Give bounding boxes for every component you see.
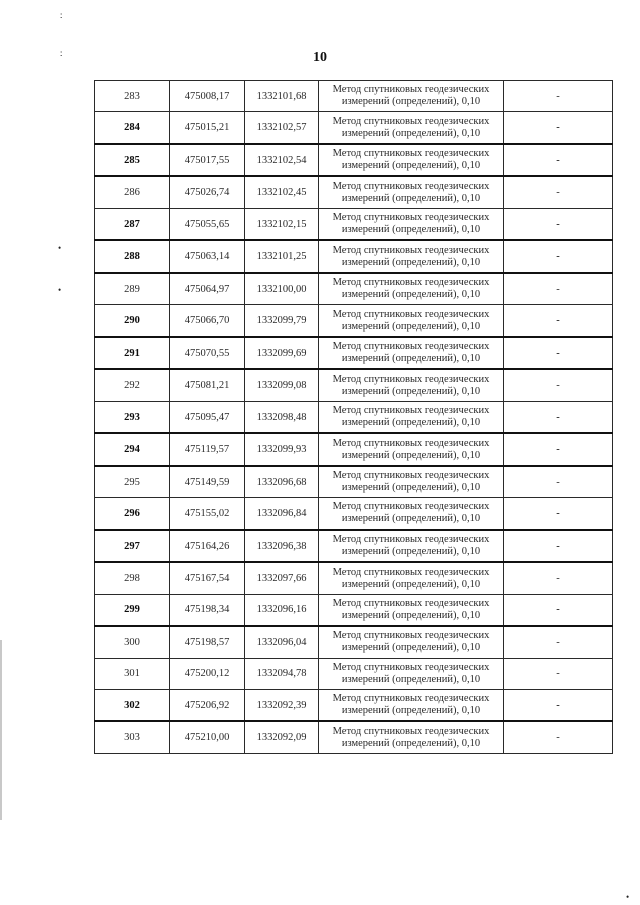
x-coordinate-cell: 475081,21 <box>170 369 245 401</box>
point-number-cell: 290 <box>95 305 170 337</box>
point-number-cell: 288 <box>95 240 170 273</box>
table-row <box>95 81 613 112</box>
note-cell: - <box>504 240 613 273</box>
x-coordinate-cell: 475026,74 <box>170 176 245 208</box>
scan-speck: • <box>626 892 630 902</box>
point-number-cell: 295 <box>95 466 170 498</box>
note-cell: - <box>504 369 613 401</box>
table-row <box>95 562 613 594</box>
point-number-cell: 299 <box>95 594 170 626</box>
note-cell: - <box>504 176 613 208</box>
method-cell: Метод спутниковых геодезических измерений (определений), 0,10 <box>319 144 504 177</box>
point-number-cell: 296 <box>95 498 170 530</box>
y-coordinate-cell: 1332096,68 <box>245 466 319 498</box>
table-row <box>95 626 613 658</box>
method-cell: Метод спутниковых геодезических измерений (определений), 0,10 <box>319 530 504 563</box>
note-cell: - <box>504 208 613 240</box>
y-coordinate-cell: 1332092,39 <box>245 689 319 721</box>
y-coordinate-cell: 1332102,15 <box>245 208 319 240</box>
note-cell: - <box>504 658 613 689</box>
table-row <box>95 369 613 401</box>
method-cell: Метод спутниковых геодезических измерений (определений), 0,10 <box>319 240 504 273</box>
point-number-cell: 287 <box>95 208 170 240</box>
table-row <box>95 594 613 626</box>
table-row <box>95 530 613 563</box>
y-coordinate-cell: 1332099,69 <box>245 337 319 370</box>
point-number-cell: 300 <box>95 626 170 658</box>
y-coordinate-cell: 1332096,38 <box>245 530 319 563</box>
point-number-cell: 286 <box>95 176 170 208</box>
scan-speck: • <box>58 285 62 295</box>
x-coordinate-cell: 475119,57 <box>170 433 245 466</box>
note-cell: - <box>504 562 613 594</box>
point-number-cell: 292 <box>95 369 170 401</box>
y-coordinate-cell: 1332102,54 <box>245 144 319 177</box>
x-coordinate-cell: 475017,55 <box>170 144 245 177</box>
y-coordinate-cell: 1332096,16 <box>245 594 319 626</box>
x-coordinate-cell: 475164,26 <box>170 530 245 563</box>
method-cell: Метод спутниковых геодезических измерений (определений), 0,10 <box>319 112 504 144</box>
x-coordinate-cell: 475149,59 <box>170 466 245 498</box>
y-coordinate-cell: 1332099,79 <box>245 305 319 337</box>
method-cell: Метод спутниковых геодезических измерений (определений), 0,10 <box>319 721 504 753</box>
table-row <box>95 337 613 370</box>
table-row <box>95 208 613 240</box>
table-row <box>95 273 613 305</box>
note-cell: - <box>504 401 613 433</box>
x-coordinate-cell: 475066,70 <box>170 305 245 337</box>
x-coordinate-cell: 475070,55 <box>170 337 245 370</box>
y-coordinate-cell: 1332096,04 <box>245 626 319 658</box>
method-cell: Метод спутниковых геодезических измерений (определений), 0,10 <box>319 433 504 466</box>
point-number-cell: 291 <box>95 337 170 370</box>
y-coordinate-cell: 1332102,45 <box>245 176 319 208</box>
point-number-cell: 297 <box>95 530 170 563</box>
scan-speck: ∶ <box>60 49 63 59</box>
y-coordinate-cell: 1332100,00 <box>245 273 319 305</box>
scan-speck: • <box>58 243 62 253</box>
table-row <box>95 305 613 337</box>
point-number-cell: 302 <box>95 689 170 721</box>
method-cell: Метод спутниковых геодезических измерений (определений), 0,10 <box>319 689 504 721</box>
method-cell: Метод спутниковых геодезических измерений (определений), 0,10 <box>319 273 504 305</box>
x-coordinate-cell: 475210,00 <box>170 721 245 753</box>
note-cell: - <box>504 530 613 563</box>
point-number-cell: 303 <box>95 721 170 753</box>
table-row <box>95 401 613 433</box>
point-number-cell: 289 <box>95 273 170 305</box>
point-number-cell: 298 <box>95 562 170 594</box>
method-cell: Метод спутниковых геодезических измерений (определений), 0,10 <box>319 81 504 112</box>
x-coordinate-cell: 475198,34 <box>170 594 245 626</box>
y-coordinate-cell: 1332102,57 <box>245 112 319 144</box>
table-row <box>95 466 613 498</box>
note-cell: - <box>504 81 613 112</box>
table-row <box>95 433 613 466</box>
point-number-cell: 301 <box>95 658 170 689</box>
point-number-cell: 284 <box>95 112 170 144</box>
x-coordinate-cell: 475198,57 <box>170 626 245 658</box>
method-cell: Метод спутниковых геодезических измерений (определений), 0,10 <box>319 594 504 626</box>
x-coordinate-cell: 475095,47 <box>170 401 245 433</box>
y-coordinate-cell: 1332101,68 <box>245 81 319 112</box>
page-number: 10 <box>313 50 327 65</box>
table-row <box>95 658 613 689</box>
y-coordinate-cell: 1332096,84 <box>245 498 319 530</box>
note-cell: - <box>504 689 613 721</box>
scan-margin-line <box>0 640 2 820</box>
x-coordinate-cell: 475206,92 <box>170 689 245 721</box>
note-cell: - <box>504 305 613 337</box>
method-cell: Метод спутниковых геодезических измерений (определений), 0,10 <box>319 337 504 370</box>
table-row <box>95 240 613 273</box>
method-cell: Метод спутниковых геодезических измерений (определений), 0,10 <box>319 498 504 530</box>
x-coordinate-cell: 475167,54 <box>170 562 245 594</box>
method-cell: Метод спутниковых геодезических измерений (определений), 0,10 <box>319 626 504 658</box>
note-cell: - <box>504 433 613 466</box>
scan-speck: ∶ <box>60 11 63 21</box>
point-number-cell: 285 <box>95 144 170 177</box>
note-cell: - <box>504 721 613 753</box>
point-number-cell: 283 <box>95 81 170 112</box>
x-coordinate-cell: 475055,65 <box>170 208 245 240</box>
note-cell: - <box>504 112 613 144</box>
method-cell: Метод спутниковых геодезических измерений (определений), 0,10 <box>319 466 504 498</box>
note-cell: - <box>504 144 613 177</box>
table-row <box>95 112 613 144</box>
point-number-cell: 293 <box>95 401 170 433</box>
note-cell: - <box>504 337 613 370</box>
y-coordinate-cell: 1332098,48 <box>245 401 319 433</box>
y-coordinate-cell: 1332097,66 <box>245 562 319 594</box>
table-row <box>95 144 613 177</box>
note-cell: - <box>504 498 613 530</box>
method-cell: Метод спутниковых геодезических измерений (определений), 0,10 <box>319 401 504 433</box>
x-coordinate-cell: 475155,02 <box>170 498 245 530</box>
y-coordinate-cell: 1332099,08 <box>245 369 319 401</box>
coordinates-table-body <box>95 81 613 754</box>
x-coordinate-cell: 475200,12 <box>170 658 245 689</box>
x-coordinate-cell: 475008,17 <box>170 81 245 112</box>
x-coordinate-cell: 475064,97 <box>170 273 245 305</box>
note-cell: - <box>504 626 613 658</box>
method-cell: Метод спутниковых геодезических измерений (определений), 0,10 <box>319 208 504 240</box>
table-row <box>95 689 613 721</box>
y-coordinate-cell: 1332101,25 <box>245 240 319 273</box>
y-coordinate-cell: 1332099,93 <box>245 433 319 466</box>
note-cell: - <box>504 273 613 305</box>
table-row <box>95 498 613 530</box>
method-cell: Метод спутниковых геодезических измерений (определений), 0,10 <box>319 369 504 401</box>
note-cell: - <box>504 594 613 626</box>
method-cell: Метод спутниковых геодезических измерений (определений), 0,10 <box>319 305 504 337</box>
coordinates-table <box>94 80 613 754</box>
x-coordinate-cell: 475015,21 <box>170 112 245 144</box>
method-cell: Метод спутниковых геодезических измерений (определений), 0,10 <box>319 176 504 208</box>
x-coordinate-cell: 475063,14 <box>170 240 245 273</box>
point-number-cell: 294 <box>95 433 170 466</box>
method-cell: Метод спутниковых геодезических измерений (определений), 0,10 <box>319 658 504 689</box>
table-row <box>95 176 613 208</box>
table-row <box>95 721 613 753</box>
y-coordinate-cell: 1332094,78 <box>245 658 319 689</box>
note-cell: - <box>504 466 613 498</box>
y-coordinate-cell: 1332092,09 <box>245 721 319 753</box>
method-cell: Метод спутниковых геодезических измерений (определений), 0,10 <box>319 562 504 594</box>
